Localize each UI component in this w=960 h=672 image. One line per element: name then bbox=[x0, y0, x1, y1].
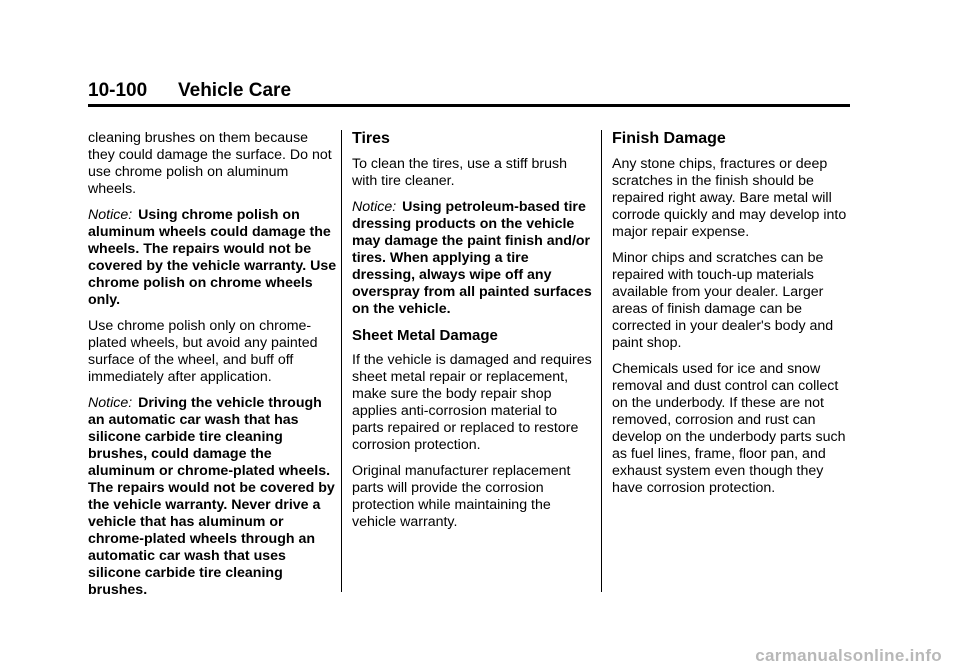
notice-label: Notice: bbox=[352, 199, 397, 215]
column-3 bbox=[612, 130, 852, 506]
column-1 bbox=[88, 130, 338, 608]
paragraph-wheels-continued: cleaning brushes on them because they could damage the surface. Do not use chrome polish on aluminum wheels. bbox=[88, 130, 332, 197]
column-2 bbox=[352, 130, 592, 540]
paragraph-finish-2: Minor chips and scratches can be repaired with touch-up materials available from your dealer. Larger areas of finish damage can be corrected in your dealer's body and paint shop. bbox=[612, 250, 834, 351]
paragraph-finish-1: Any stone chips, fractures or deep scratches in the finish should be repaired right away. Bare metal will corrode quickly and may develop into major repair expense. bbox=[612, 156, 847, 240]
paragraph-chrome-polish-use: Use chrome polish only on chrome-plated wheels, but avoid any painted surface of the wheel, and buff off immediately after application. bbox=[88, 318, 318, 385]
notice-tire-dressing bbox=[352, 199, 592, 318]
section-title: Vehicle Care bbox=[178, 80, 292, 101]
heading-sheet-metal-damage: Sheet Metal Damage bbox=[352, 327, 498, 344]
page-number: 10-100 bbox=[88, 80, 148, 101]
notice-car-wash bbox=[88, 395, 338, 599]
paragraph-sheet-metal-2: Original manufacturer replacement parts will provide the corrosion protection while maintaining the vehicle warranty. bbox=[352, 463, 571, 530]
heading-tires: Tires bbox=[352, 130, 390, 147]
paragraph-sheet-metal-1: If the vehicle is damaged and requires sheet metal repair or replacement, make sure the body repair shop applies anti-corrosion material to parts repaired or replaced to restore corrosion protection. bbox=[352, 352, 592, 453]
notice-label: Notice: bbox=[88, 207, 133, 223]
heading-finish-damage: Finish Damage bbox=[612, 130, 726, 147]
header-rule bbox=[88, 104, 850, 107]
notice-label: Notice: bbox=[88, 395, 133, 411]
column-divider-2 bbox=[601, 130, 602, 592]
notice-text: Using chrome polish on aluminum wheels could damage the wheels. The repairs would not be covered by the vehicle warranty. Use chrome polish on chrome wheels only. bbox=[88, 207, 337, 308]
watermark: carmanualsonline.info bbox=[755, 646, 942, 665]
notice-text: Driving the vehicle through an automatic car wash that has silicone carbide tire cleaning brushes, could damage the aluminum or chrome-plated wheels. The repairs would not be covered by the vehicle warranty. Never drive a vehicle that has aluminum or chrome-plated wheels through an automatic car wash that uses silicone carbide tire cleaning brushes. bbox=[88, 395, 335, 598]
notice-chrome-polish bbox=[88, 207, 338, 309]
column-divider-1 bbox=[341, 130, 342, 592]
paragraph-finish-3: Chemicals used for ice and snow removal and dust control can collect on the underbody. If these are not removed, corrosion and rust can develop on the underbody parts such as fuel lines, frame, floor pan, and exhaust system even though they have corrosion protection. bbox=[612, 361, 846, 496]
notice-text: Using petroleum-based tire dressing products on the vehicle may damage the paint finish and/or tires. When applying a tire dressing, always wipe off any overspray from all painted surfaces on the vehicle. bbox=[352, 199, 592, 317]
paragraph-tires-clean: To clean the tires, use a stiff brush with tire cleaner. bbox=[352, 156, 568, 189]
